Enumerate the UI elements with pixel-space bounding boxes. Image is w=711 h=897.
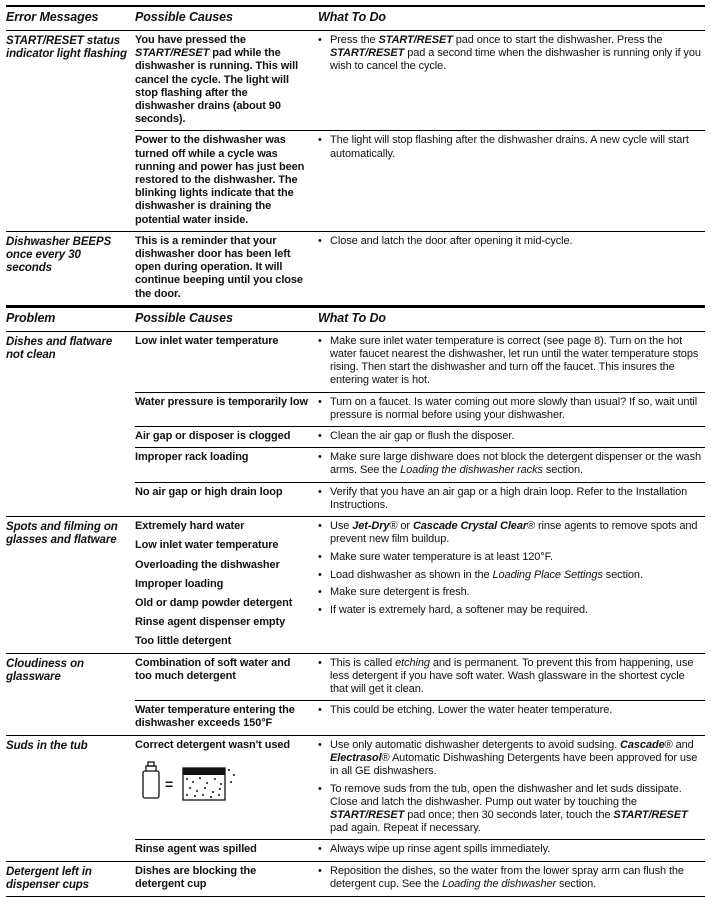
action-text: Verify that you have an air gap or a high drain loop. Refer to the Installation Instructions. [330, 485, 688, 511]
bullet-icon: • [318, 234, 322, 247]
causes-cell [135, 235, 318, 301]
action-text: Load dishwasher as shown in the Loading Place Settings section. [330, 568, 643, 581]
cause-text: Water temperature entering the dishwasher exceeds 150°F [135, 704, 295, 730]
cause-text: Too little detergent [135, 635, 232, 648]
bullet-icon: • [318, 34, 322, 46]
action-text: Make sure water temperature is at least 120°F. [330, 551, 553, 563]
cause-text: Low inlet water temperature [135, 539, 279, 552]
table-root [6, 5, 705, 897]
italic-term: Loading the dishwasher [442, 877, 557, 890]
bullet-icon: • [318, 451, 322, 464]
cause-text: Correct detergent wasn't used [135, 738, 290, 751]
causes-cell [135, 134, 318, 226]
action-item [318, 335, 705, 388]
column-header: Problem [6, 310, 56, 325]
causes-cell [135, 520, 318, 648]
actions-cell [318, 486, 705, 512]
column-header: Possible Causes [135, 310, 233, 325]
problem-label: START/RESET status indicator light flashing [6, 35, 127, 61]
problem-label: Detergent left in dispenser cups [6, 865, 92, 891]
bullet-icon: • [318, 586, 322, 599]
action-text: Use only automatic dishwasher detergents to avoid sudsing. Cascade® and Electrasol® Automatic Dishwashing Detergents have been approved for use in all GE dishwashers. [330, 738, 698, 777]
bullet-icon: • [318, 134, 322, 147]
actions-cell [318, 520, 705, 648]
action-text: Use Jet-Dry® or Cascade Crystal Clear® rinse agents to remove spots and prevent new film buildup. [330, 520, 698, 546]
action-text: Make sure large dishware does not block the detergent dispenser or the wash arms. See the Loading the dishwasher racks section. [330, 451, 701, 477]
problem-row [6, 736, 705, 862]
problem-label: Dishes and flatware not clean [6, 335, 113, 362]
action-item [318, 586, 705, 599]
bullet-icon: • [318, 485, 322, 498]
bullet-icon: • [318, 551, 322, 563]
cause-action-group [135, 736, 705, 840]
problem-label: Dishwasher BEEPS once every 30 seconds [6, 235, 112, 275]
action-text: To remove suds from the tub, open the dishwasher and let suds dissipate. Close and latch the dishwasher. Pump out water by touching the START/RESET pad once; then 30 seconds later, touch the START/RESET pad again. Repeat if necessary. [330, 782, 688, 835]
sudsy-dishwasher-icon [183, 768, 235, 800]
bullet-icon: • [318, 334, 322, 347]
cause-action-group [135, 130, 705, 230]
action-text: Always wipe up rinse agent spills immediately. [330, 843, 551, 856]
row-subrows [135, 862, 705, 896]
action-item [318, 235, 705, 248]
action-item [318, 520, 705, 546]
problem-row [6, 232, 705, 306]
emphasized-term: START/RESET [378, 34, 453, 46]
emphasized-term: Jet-Dry [352, 520, 390, 533]
action-item [318, 34, 705, 74]
row-subrows [135, 232, 705, 305]
cause-action-group [135, 447, 705, 481]
actions-cell [318, 843, 705, 856]
detergent-bottle-icon [143, 762, 159, 798]
cause-action-group [135, 426, 705, 447]
bullet-icon: • [318, 843, 322, 856]
row-subrows [135, 654, 705, 735]
actions-cell [318, 430, 705, 443]
bullet-icon: • [318, 864, 322, 877]
actions-cell [318, 335, 705, 388]
action-item [318, 569, 705, 582]
causes-cell [135, 657, 318, 697]
bullet-icon: • [318, 604, 322, 617]
section-header [6, 306, 705, 332]
emphasized-term: Cascade [620, 738, 665, 751]
row-subrows [135, 332, 705, 516]
bullet-icon: • [318, 738, 322, 751]
causes-cell [135, 486, 318, 512]
action-item [318, 865, 705, 891]
cause-text: Water pressure is temporarily low [135, 395, 308, 408]
action-text: Reposition the dishes, so the water from the lower spray arm can flush the detergent cup. See the Loading the dishwasher section. [330, 864, 684, 890]
causes-cell [135, 704, 318, 730]
actions-cell [318, 396, 705, 422]
action-text: Make sure detergent is fresh. [330, 586, 470, 599]
cause-action-group [135, 839, 705, 860]
emphasized-term: Electrasol [330, 751, 382, 764]
problem-row [6, 654, 705, 736]
column-header: Error Messages [6, 10, 99, 24]
problem-label: Cloudiness on glassware [6, 657, 84, 683]
cause-text: Dishes are blocking the detergent cup [135, 864, 257, 890]
action-item [318, 430, 705, 443]
action-item [318, 396, 705, 422]
bullet-icon: • [318, 568, 322, 581]
row-subrows [135, 517, 705, 652]
emphasized-term: START/RESET [330, 809, 405, 822]
action-text: This could be etching. Lower the water heater temperature. [330, 704, 613, 717]
action-item [318, 551, 705, 564]
cause-action-group [135, 332, 705, 392]
action-item [318, 739, 705, 779]
row-subrows [135, 736, 705, 861]
italic-term: Loading the dishwasher racks [400, 464, 543, 477]
emphasized-term: START/RESET [613, 809, 688, 822]
action-item [318, 704, 705, 717]
problem-label: Suds in the tub [6, 739, 88, 752]
cause-text: Extremely hard water [135, 520, 245, 533]
cause-action-group [135, 232, 705, 305]
causes-cell [135, 34, 318, 126]
cause-action-group [135, 31, 705, 130]
italic-term: START/RESET [135, 47, 210, 60]
cause-text: Rinse agent dispenser empty [135, 616, 286, 629]
causes-cell [135, 739, 318, 836]
cause-text: Improper loading [135, 577, 224, 590]
actions-cell [318, 235, 705, 301]
cause-text: Improper rack loading [135, 451, 249, 464]
causes-cell [135, 451, 318, 477]
cause-action-group [135, 517, 705, 652]
causes-cell [135, 843, 318, 856]
action-text: Turn on a faucet. Is water coming out more slowly than usual? If so, wait until pressure is normal before using your dishwasher. [330, 395, 698, 421]
detergent-vs-dishwasher-figure [135, 758, 247, 804]
bullet-icon: • [318, 782, 322, 795]
action-text: This is called etching and is permanent. To prevent this from happening, use less detergent if you have soft water. Wash glassware in the shortest cycle that will get it clean. [330, 656, 694, 695]
action-text: Make sure inlet water temperature is correct (see page 8). Turn on the hot water faucet nearest the dishwasher, let run until the water temperature stops rising. Then start the dishwasher and turn off the faucet. This insures the entering water is hot. [330, 334, 699, 387]
cause-text: This is a reminder that your dishwasher door has been left open during operation. It will continue beeping until you close the door. [135, 234, 303, 300]
section-header [6, 5, 705, 31]
action-item [318, 843, 705, 856]
bullet-icon: • [318, 430, 322, 443]
italic-term: etching [395, 656, 430, 669]
bullet-icon: • [318, 395, 322, 408]
cause-text: Rinse agent was spilled [135, 843, 257, 856]
actions-cell [318, 704, 705, 730]
action-text: Press the START/RESET pad once to start the dishwasher. Press the START/RESET pad a second time when the dishwasher is running only if you wish to cancel the cycle. [330, 34, 701, 73]
action-item [318, 134, 705, 160]
causes-cell [135, 865, 318, 891]
bullet-icon: • [318, 656, 322, 669]
action-item [318, 657, 705, 697]
action-text: Clean the air gap or flush the disposer. [330, 430, 515, 443]
action-text: Close and latch the door after opening it mid-cycle. [330, 234, 573, 247]
cause-text: You have pressed the START/RESET pad while the dishwasher is running. This will cancel the cycle. The light will stop flashing after the dishwasher drains (about 90 seconds). [135, 34, 299, 126]
equals-sign: = [165, 775, 174, 792]
cause-text: Low inlet water temperature [135, 334, 279, 347]
actions-cell [318, 865, 705, 891]
actions-cell [318, 134, 705, 226]
causes-cell [135, 430, 318, 443]
row-subrows [135, 31, 705, 231]
problem-label: Spots and filming on glasses and flatware [6, 521, 118, 547]
problem-row [6, 517, 705, 653]
actions-cell [318, 739, 705, 836]
column-header: Possible Causes [135, 10, 233, 24]
action-item [318, 783, 705, 836]
cause-action-group [135, 700, 705, 734]
cause-text: Power to the dishwasher was turned off while a cycle was running and power has just been restored to the dishwasher. The blinking lights indicate that the dishwasher is draining the potential water inside. [135, 134, 305, 226]
cause-text: Air gap or disposer is clogged [135, 430, 291, 443]
column-header: What To Do [318, 10, 386, 24]
cause-text: Old or damp powder detergent [135, 596, 293, 609]
action-text: The light will stop flashing after the dishwasher drains. A new cycle will start automatically. [330, 134, 689, 160]
actions-cell [318, 34, 705, 126]
italic-term: Loading Place Settings [492, 568, 603, 581]
emphasized-term: START/RESET [330, 47, 405, 60]
actions-cell [318, 451, 705, 477]
bullet-icon: • [318, 520, 322, 533]
cause-action-group [135, 392, 705, 426]
column-header: What To Do [318, 310, 386, 325]
emphasized-term: Cascade Crystal Clear [412, 520, 528, 533]
action-item [318, 604, 705, 617]
cause-action-group [135, 482, 705, 516]
causes-cell [135, 396, 318, 422]
causes-cell [135, 335, 318, 388]
cause-text: Overloading the dishwasher [135, 558, 280, 571]
problem-row [6, 31, 705, 232]
cause-text: No air gap or high drain loop [135, 485, 283, 498]
action-text: If water is extremely hard, a softener may be required. [330, 604, 589, 617]
cause-action-group [135, 654, 705, 701]
action-item [318, 451, 705, 477]
actions-cell [318, 657, 705, 697]
cause-action-group [135, 862, 705, 895]
action-item [318, 486, 705, 512]
cause-text: Combination of soft water and too much detergent [135, 656, 291, 682]
bullet-icon: • [318, 704, 322, 717]
problem-row [6, 862, 705, 897]
problem-row [6, 332, 705, 517]
